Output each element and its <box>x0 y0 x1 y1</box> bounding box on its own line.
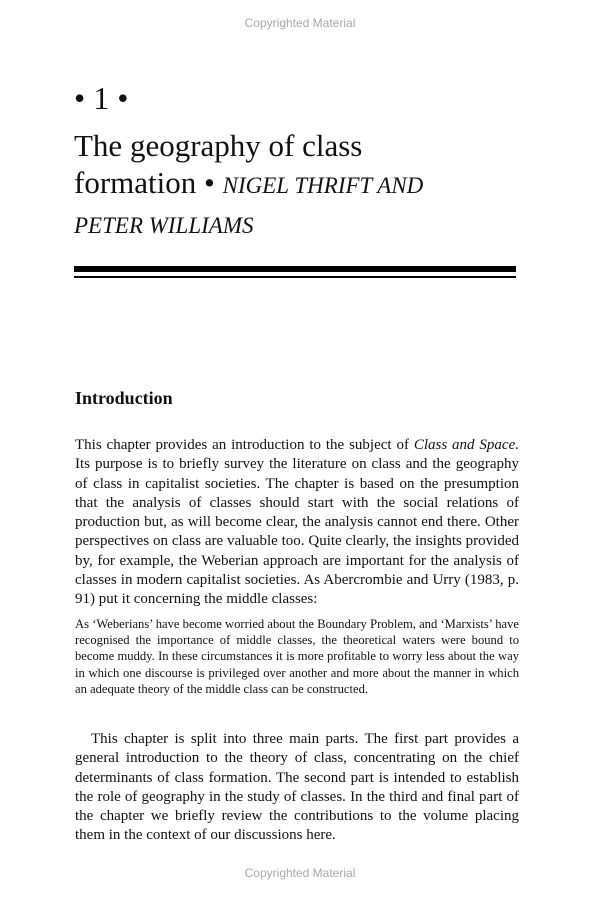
title-rule-thin <box>74 276 516 278</box>
chapter-title-line2: formation • <box>74 165 215 200</box>
intro-paragraph-text-rest: Its purpose is to briefly survey the literature on class and the geography of class in capitalist societies. The chapter is based on the presumption that the analysis of classes should start with the social relations of production but, as will become clear, the analysis cannot end there. Other perspectives on class are valuable too. Quite clearly, the insights provided by, for example, the Weberian approach are important for the analysis of classes in modern capitalist societies. As Abercrombie and Urry (1983, p. 91) put it concerning the middle classes: <box>75 456 519 608</box>
chapter-authors-part2: PETER WILLIAMS <box>74 213 254 238</box>
chapter-structure-paragraph: This chapter is split into three main parts. The first part provides a general introduction to the theory of class, concentrating on the chief determinants of class formation. The second part is intended to establish the role of geography in the study of classes. In the third and final part of the chapter we briefly review the contributions to the volume placing them in the context of our discussions here. <box>75 731 519 844</box>
intro-paragraph <box>75 436 519 610</box>
title-rule-thick <box>74 266 516 272</box>
chapter-authors-part1: NIGEL THRIFT AND <box>222 173 424 198</box>
section-heading-introduction: Introduction <box>75 388 173 408</box>
book-title-italic: Class and Space. <box>413 437 519 453</box>
copyright-watermark-top: Copyrighted Material <box>244 16 356 30</box>
block-quote: As ‘Weberians’ have become worried about the Boundary Problem, and ‘Marxists’ have recognised the importance of middle classes, the theoretical waters were bound to become muddy. In these circumstances it is more profitable to worry less about the way in which one discourse is privileged over another and more about the manner in which an adequate theory of the middle class can be constructed. <box>75 617 519 696</box>
chapter-number: • 1 • <box>74 80 129 116</box>
intro-paragraph-text-start: This chapter provides an introduction to the subject of <box>75 437 414 453</box>
chapter-title <box>74 127 534 244</box>
copyright-watermark-bottom: Copyrighted Material <box>244 866 356 880</box>
chapter-title-line1: The geography of class <box>74 128 363 163</box>
